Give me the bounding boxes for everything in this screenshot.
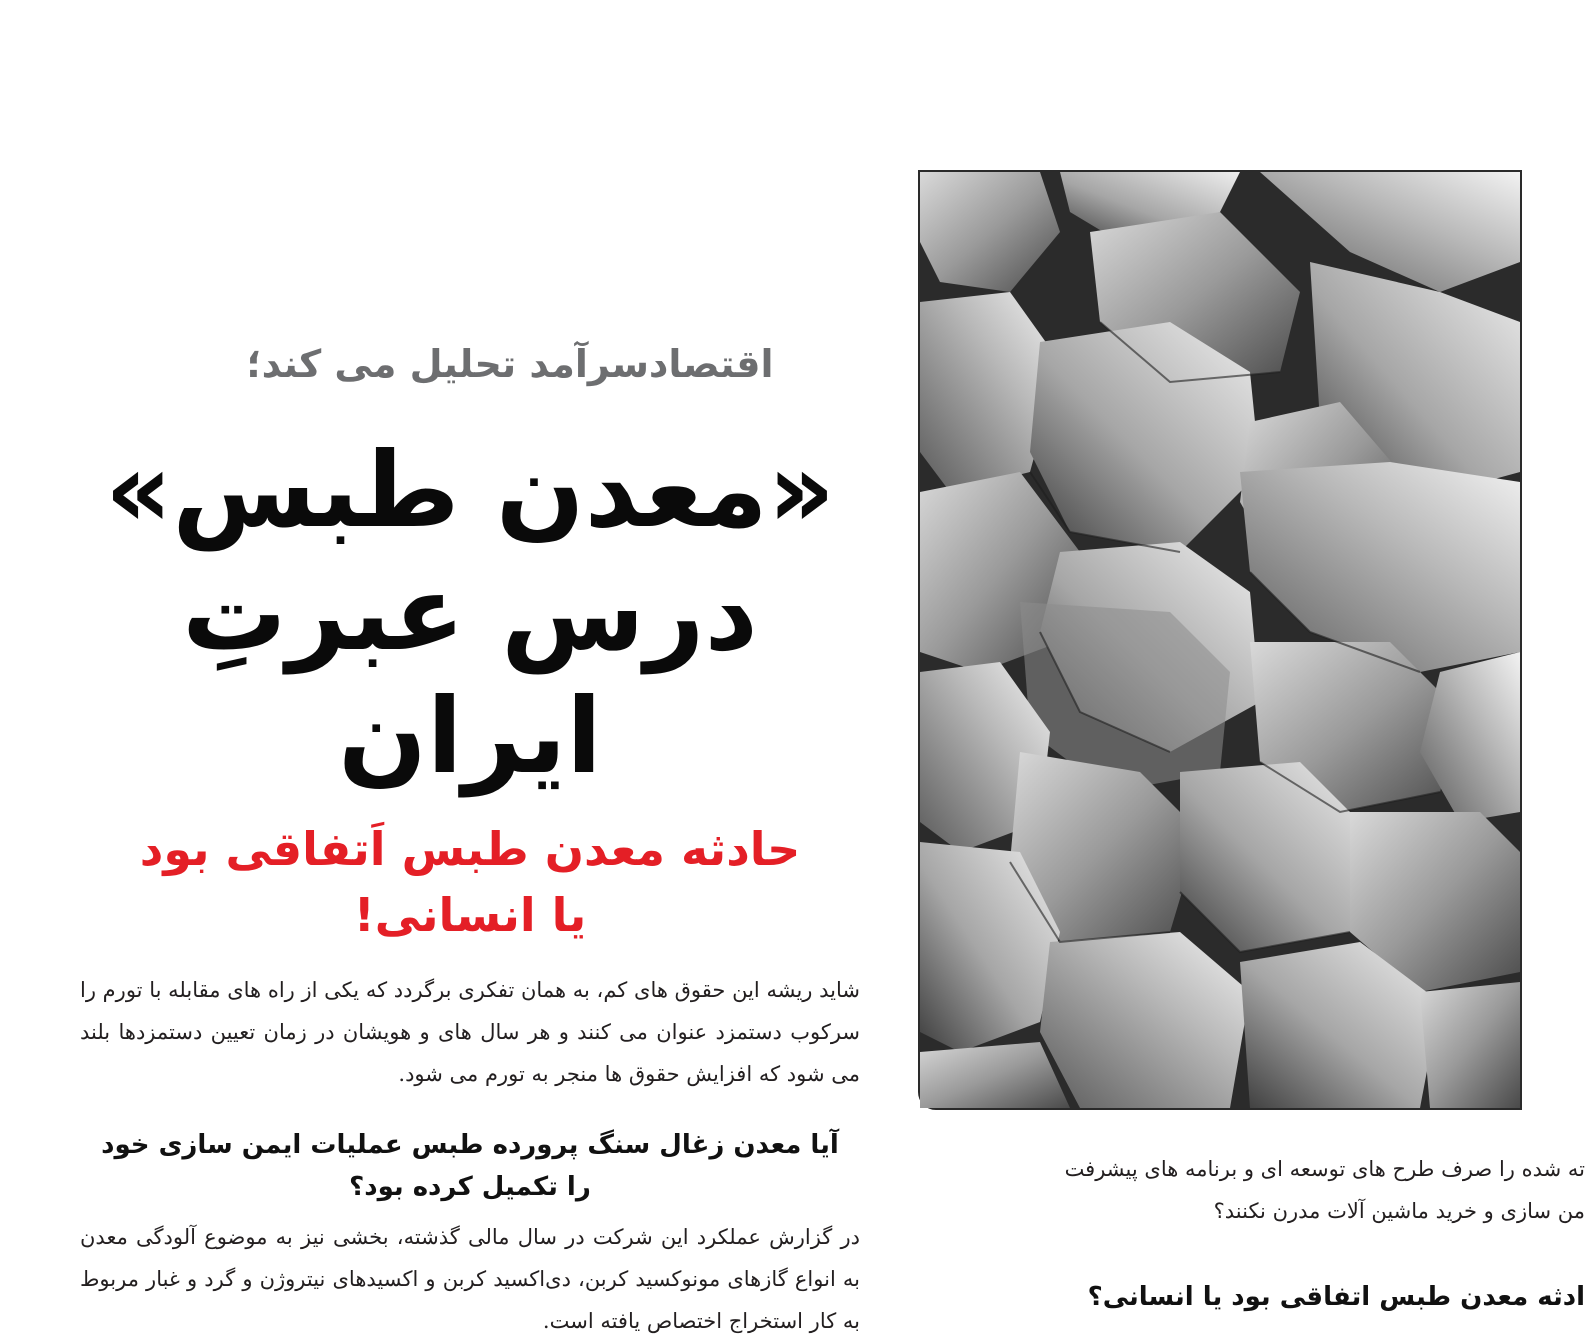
headline-line-2: درس عبرتِ ایران — [182, 552, 758, 797]
subheadline-line-1: حادثه معدن طبس اَتفاقی بود — [139, 821, 801, 876]
continued-column — [905, 1148, 1585, 1312]
article-column — [80, 340, 860, 1342]
section-heading: آیا معدن زغال سنگ پرورده طبس عملیات ایمن سازی خود را تکمیل کرده بود؟ — [101, 1129, 839, 1202]
article-subheadline — [80, 816, 860, 949]
section-paragraph: در گزارش عملکرد این شرکت در سال مالی گذشته، بخشی نیز به موضوع آلودگی معدن به انواع گازهای مونوکسید کربن، دی‌اکسید کربن و اکسیدهای نیتروژن و گرد و غبار مربوط به کار استخراج اختصاص یافته است. — [80, 1225, 861, 1334]
coal-photo — [918, 170, 1522, 1110]
coal-rocks-image — [920, 172, 1520, 1108]
continued-paragraph — [905, 1148, 1585, 1232]
article-headline — [80, 429, 860, 797]
continued-line-1: ته شده را صرف طرح های توسعه ای و برنامه های پیشرفت — [1064, 1157, 1585, 1181]
subheadline-line-2: یا انسانی! — [353, 888, 587, 943]
lead-paragraph: شاید ریشه این حقوق های کم، به همان تفکری برگردد که یکی از راه های مقابله با تورم را سرکوب دستمزد عنوان می کنند و هر سال های و هویشان در زمان تعیین دستمزدها بلند می شود که افزایش حقوق ها منجر به تورم می شود. — [80, 977, 860, 1086]
headline-line-1: «معدن طبس» — [105, 429, 835, 552]
right-section-heading: ادثه معدن طبس اتفاقی بود یا انسانی؟ — [1087, 1282, 1585, 1312]
article-kicker: اقتصادسرآمد تحلیل می کند؛ — [246, 342, 774, 386]
continued-line-2: من سازی و خرید ماشین آلات مدرن نکنند؟ — [1213, 1199, 1585, 1223]
